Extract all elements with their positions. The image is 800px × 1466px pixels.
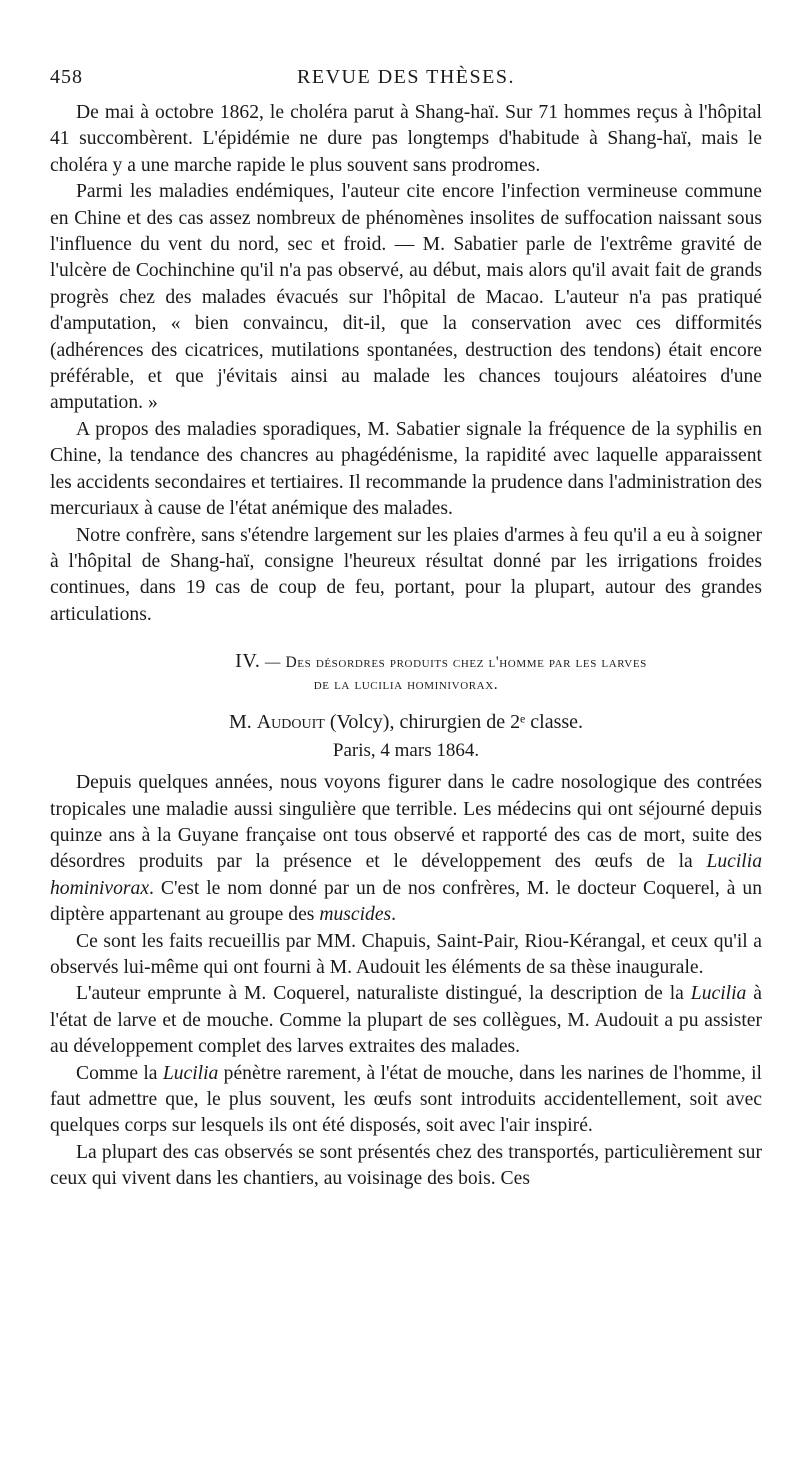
document-page [50, 62, 762, 1193]
section-heading-line-1 [50, 650, 762, 674]
species-text-before: Depuis quelques années, nous voyons figurer dans le cadre nosologique des contrées tropicales une maladie aussi singulière que terrible. Les médecins qui ont séjourné depuis quinze ans à la Guyane française ont tous observé et rapporté des cas de mort, suite des désordres produits par la présence et le développement des œufs de la [50, 772, 762, 873]
nostrils-text-before: Comme la [76, 1062, 163, 1084]
section-dash: — [264, 654, 282, 672]
author-prefix: M. [228, 711, 252, 734]
journal-title: REVUE DES THÈSES. [297, 66, 515, 88]
description-text-before: L'auteur emprunte à M. Coquerel, naturaliste distingué, la description de la [76, 983, 691, 1005]
section-title-line-2: de la lucilia hominivorax. [313, 676, 499, 694]
page-number: 458 [50, 66, 83, 88]
paragraph-sporadic-diseases: A propos des maladies sporadiques, M. Sabatier signale la fréquence de la syphilis en Chine, la tendance des chancres au phagédénisme, la rapidité avec laquelle apparaissent les accidents secondaires et tertiaires. Il recommande la prudence dans l'administration des mercuriaux à cause de l'état anémique des malades. [50, 418, 762, 520]
thesis-date: Paris, 4 mars 1864. [332, 740, 480, 762]
species-name: Lucilia hominivorax [50, 851, 762, 899]
paragraph-tropical-disease [50, 770, 762, 928]
nostrils-species: Lucilia [162, 1062, 219, 1084]
author-name: Audouit [256, 711, 325, 734]
paragraph-nostrils [50, 1061, 762, 1140]
species-text-after: . [391, 904, 397, 926]
paragraph-transported-cases: La plupart des cas observés se sont présentés chez des transportés, particulièrement sur ceux qui vivent dans les chantiers, au voisinage des bois. Ces [50, 1141, 762, 1190]
paragraph-gunshot-wounds: Notre confrère, sans s'étendre largement sur les plaies d'armes à feu qu'il a eu à soigner à l'hôpital de Shang-haï, consigne l'heureux résultat donné par les irrigations froides continues, dans 19 cas de coup de feu, portant, pour la plupart, autour des grandes articulations. [50, 524, 762, 625]
paragraph-sources: Ce sont les faits recueillis par MM. Chapuis, Saint-Pair, Riou-Kérangal, et ceux qu'il a observés lui-même qui ont fourni à M. Audouit les éléments de sa thèse inaugurale. [50, 930, 762, 978]
species-text-middle: . C'est le nom donné par un de nos confrères, M. le docteur Coquerel, à un diptère appartenant au groupe des [50, 877, 762, 926]
nostrils-text-after: pénètre rarement, à l'état de mouche, dans les narines de l'homme, il faut admettre que, le plus souvent, les œufs sont introduits accidentellement, soit avec quelques corps sur lesquels ils ont été disposés, soit avec l'air inspiré. [50, 1062, 763, 1137]
description-species: Lucilia [690, 983, 747, 1005]
article-body [50, 100, 762, 628]
section-numeral: IV. [235, 650, 261, 673]
section-title-line-1: Des désordres produits chez l'homme par les larves [285, 654, 647, 672]
group-name: muscides [319, 904, 392, 926]
section-heading [50, 650, 762, 696]
author-details: (Volcy), chirurgien de 2ᵉ classe. [329, 711, 584, 734]
paragraph-endemic-diseases: Parmi les maladies endémiques, l'auteur cite encore l'infection vermineuse commune en Chine et des cas assez nombreux de phénomènes insolites de suffocation naissant sous l'influence du vent du nord, sec et froid. — M. Sabatier parle de l'extrême gravité de l'ulcère de Cochinchine qu'il n'a pas observé, au début, mais alors qu'il avait fait de grands progrès chez des malades évacués sur l'hôpital de Macao. L'auteur n'a pas pratiqué d'amputation, « bien convaincu, dit-il, que la conservation avec ces difformités (adhérences des cicatrices, mutilations spontanées, destruction des tendons) était encore préférable, et que j'évitais ainsi au malade les chances toujours aléatoires d'une amputation. » [50, 181, 762, 414]
description-text-after: à l'état de larve et de mouche. Comme la plupart de ses collègues, M. Audouit a pu assister au développement complet des larves extraites des malades. [50, 983, 762, 1058]
paragraph-description [50, 981, 762, 1060]
thesis-author [50, 708, 762, 736]
thesis-review-body [50, 770, 762, 1193]
running-head [50, 62, 762, 92]
paragraph-cholera: De mai à octobre 1862, le choléra parut à Shang-haï. Sur 71 hommes reçus à l'hôpital 41 succombèrent. L'épidémie ne dure pas longtemps d'habitude à Shang-haï, mais le choléra y a une marche rapide le plus souvent sans prodromes. [50, 102, 762, 176]
